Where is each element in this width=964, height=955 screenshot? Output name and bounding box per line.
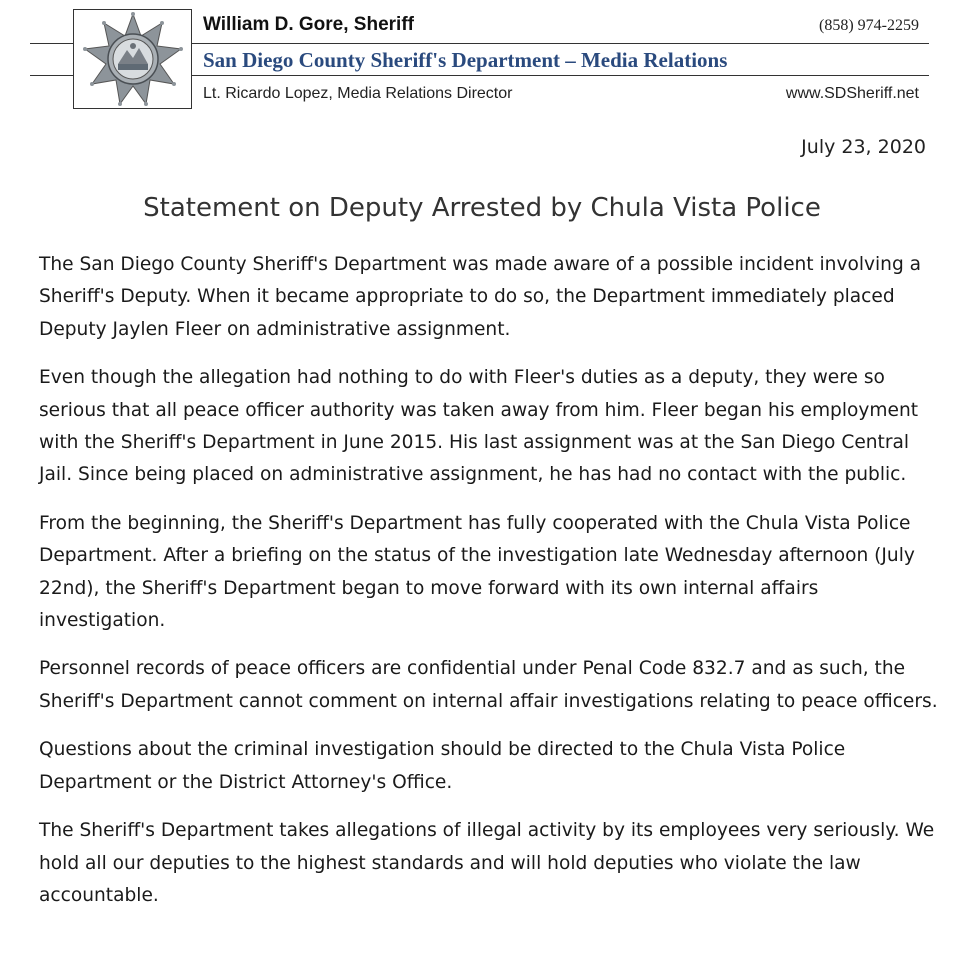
paragraph: Even though the allegation had nothing to do with Fleer's duties as a deputy, they were so serious that all peace officer authority was taken away from him. Fleer began his employment with the Sheriff's Department in June 2015. His last assignment was at the San Diego Central Jail. Since being placed on administrative assignment, he has had no contact with the public. xyxy=(39,367,919,486)
paragraph: From the beginning, the Sheriff's Department has fully cooperated with the Chula Vista Police Department. After a briefing on the status of the investigation late Wednesday afternoon (July 22nd), the Sheriff's Department began to move forward with its own internal affairs investigation. xyxy=(39,512,915,632)
header-rule-right-bottom xyxy=(192,75,929,76)
website-url: www.SDSheriff.net xyxy=(785,85,919,102)
letterhead xyxy=(0,0,964,112)
phone-number: (858) 974-2259 xyxy=(819,17,919,34)
release-date: July 23, 2020 xyxy=(801,136,926,158)
paragraph: The Sheriff's Department takes allegations of illegal activity by its employees very seriously. We hold all our deputies to the highest standards and will hold deputies who violate the law accountable. xyxy=(39,820,935,906)
star-badge-icon xyxy=(82,12,184,108)
header-rule-left-top xyxy=(30,43,73,44)
paragraph: Personnel records of peace officers are confidential under Penal Code 832.7 and as such, the Sheriff's Department cannot comment on internal affair investigations relating to peace officers. xyxy=(39,658,938,712)
department-name: San Diego County Sheriff's Department – Media Relations xyxy=(203,48,728,72)
sheriff-badge-logo xyxy=(73,9,192,109)
header-rule-right-top xyxy=(192,43,929,44)
paragraph: The San Diego County Sheriff's Department was made aware of a possible incident involving a Sheriff's Deputy. When it became appropriate to do so, the Department immediately placed Deputy Jaylen Fleer on administrative assignment. xyxy=(39,254,922,340)
sheriff-name: William D. Gore, Sheriff xyxy=(203,14,414,35)
statement-title: Statement on Deputy Arrested by Chula Vista Police xyxy=(143,193,821,223)
media-director: Lt. Ricardo Lopez, Media Relations Director xyxy=(203,85,513,102)
paragraph: Questions about the criminal investigation should be directed to the Chula Vista Police Department or the District Attorney's Office. xyxy=(39,739,846,793)
header-rule-left-bottom xyxy=(30,75,73,76)
statement-body xyxy=(39,249,939,928)
